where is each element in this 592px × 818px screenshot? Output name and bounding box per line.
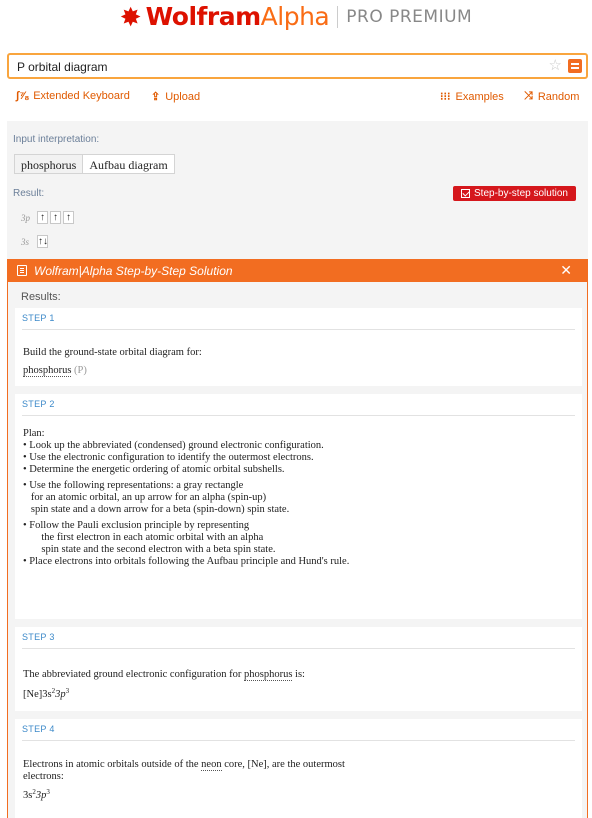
step-header: STEP 2 bbox=[22, 399, 55, 409]
step-text bbox=[23, 365, 87, 377]
grid-icon: ⁝⁝⁝ bbox=[440, 91, 451, 103]
config-3p-exp: 3 bbox=[65, 687, 70, 695]
extended-keyboard-label: Extended Keyboard bbox=[33, 90, 130, 102]
random-button[interactable] bbox=[524, 90, 579, 103]
wolfram-spikey-icon: ✸ bbox=[119, 2, 142, 32]
logo-text: WolframAlpha bbox=[145, 2, 330, 31]
orbital-box: ↑ bbox=[63, 211, 74, 224]
interp-element: phosphorus bbox=[15, 155, 83, 173]
orbital-row-3p bbox=[21, 211, 76, 224]
edition-label: PRO PREMIUM bbox=[346, 7, 473, 27]
logo-divider bbox=[337, 6, 338, 28]
checkbox-icon bbox=[461, 189, 470, 198]
search-bar[interactable] bbox=[7, 53, 588, 79]
upload-icon: ⇪ bbox=[151, 91, 161, 103]
step-header: STEP 1 bbox=[22, 313, 55, 323]
step-by-step-body bbox=[7, 282, 588, 818]
orbital-box: ↑ bbox=[50, 211, 61, 224]
step-header: STEP 3 bbox=[22, 632, 55, 642]
plan-line: spin state and the second electron with a beta spin state. bbox=[23, 544, 276, 555]
step-by-step-header bbox=[7, 259, 588, 282]
upload-label: Upload bbox=[165, 90, 201, 103]
keyboard-icon: ∫⅞ bbox=[16, 90, 29, 102]
step-text bbox=[23, 669, 305, 681]
equals-icon[interactable] bbox=[568, 59, 582, 73]
config-3s-exp: 2 bbox=[32, 788, 36, 796]
electron-configuration bbox=[23, 786, 50, 802]
step-by-step-title: Wolfram|Alpha Step-by-Step Solution bbox=[34, 264, 233, 278]
close-icon[interactable]: ✕ bbox=[560, 262, 572, 278]
step-2 bbox=[15, 394, 582, 619]
config-3s-exp: 2 bbox=[51, 687, 56, 695]
step-text: Build the ground-state orbital diagram for: bbox=[23, 347, 202, 358]
orbital-box: ↑↓ bbox=[38, 236, 48, 247]
divider bbox=[22, 740, 575, 741]
plan-line: spin state and a down arrow for a beta (spin-down) spin state. bbox=[23, 504, 290, 515]
element-link[interactable]: phosphorus bbox=[244, 669, 293, 680]
config-3s: 3s bbox=[23, 790, 33, 801]
header-logo[interactable] bbox=[0, 0, 592, 30]
document-icon bbox=[17, 265, 27, 276]
step-text bbox=[23, 759, 345, 771]
plan-line: • Follow the Pauli exclusion principle by representing bbox=[23, 520, 250, 531]
result-label: Result: bbox=[13, 188, 45, 199]
text-fragment: The abbreviated ground electronic configuration for bbox=[23, 669, 244, 680]
step-by-step-button[interactable] bbox=[453, 186, 576, 201]
plan-line: the first electron in each atomic orbital with an alpha bbox=[23, 532, 264, 543]
text-fragment: core, [Ne], are the outermost bbox=[221, 759, 345, 770]
divider bbox=[22, 329, 575, 330]
star-icon[interactable]: ☆ bbox=[548, 57, 562, 74]
plan-line: • Use the following representations: a gray rectangle bbox=[23, 480, 244, 491]
extended-keyboard-button[interactable] bbox=[16, 90, 130, 102]
step-4 bbox=[15, 719, 582, 818]
toolbar bbox=[0, 90, 592, 106]
config-3p: 3p bbox=[55, 689, 66, 700]
step-by-step-label: Step-by-step solution bbox=[474, 188, 568, 199]
neon-link[interactable]: neon bbox=[201, 759, 222, 770]
divider bbox=[22, 648, 575, 649]
step-header: STEP 4 bbox=[22, 724, 55, 734]
electron-configuration bbox=[23, 685, 69, 701]
examples-label: Examples bbox=[455, 90, 504, 103]
interp-property: Aufbau diagram bbox=[89, 158, 168, 172]
upload-button[interactable] bbox=[151, 90, 200, 103]
search-input[interactable] bbox=[17, 58, 537, 75]
step-1 bbox=[15, 308, 582, 386]
divider bbox=[22, 415, 575, 416]
config-3s: 3s bbox=[42, 689, 52, 700]
orbital-row-3s bbox=[21, 235, 50, 248]
text-fragment: is: bbox=[292, 669, 305, 680]
step-text: electrons: bbox=[23, 771, 64, 782]
element-link[interactable]: phosphorus bbox=[23, 365, 72, 376]
orbital-box: ↑ bbox=[37, 211, 48, 224]
input-interpretation-label: Input interpretation: bbox=[13, 134, 100, 145]
config-3p-exp: 3 bbox=[46, 788, 50, 796]
element-symbol: (P) bbox=[74, 365, 87, 376]
config-3p: 3p bbox=[35, 790, 47, 801]
random-label: Random bbox=[537, 90, 580, 103]
shuffle-icon: ⤨ bbox=[524, 90, 533, 102]
plan-line: • Look up the abbreviated (condensed) ground electronic configuration. bbox=[23, 440, 324, 451]
examples-button[interactable] bbox=[440, 90, 504, 103]
plan-label: Plan: bbox=[23, 428, 45, 439]
results-label: Results: bbox=[21, 291, 61, 303]
step-3 bbox=[15, 627, 582, 711]
text-fragment: Electrons in atomic orbitals outside of the bbox=[23, 759, 202, 770]
plan-line: • Determine the energetic ordering of atomic orbital subshells. bbox=[23, 464, 285, 475]
input-interpretation[interactable] bbox=[14, 154, 175, 174]
plan-line: • Place electrons into orbitals following the Aufbau principle and Hund's rule. bbox=[23, 556, 350, 567]
config-core: [Ne] bbox=[23, 689, 43, 700]
orbital-label: 3s bbox=[21, 236, 30, 247]
orbital-label: 3p bbox=[21, 212, 30, 223]
plan-line: • Use the electronic configuration to identify the outermost electrons. bbox=[23, 452, 314, 463]
plan-line: for an atomic orbital, an up arrow for an alpha (spin-up) bbox=[23, 492, 267, 503]
